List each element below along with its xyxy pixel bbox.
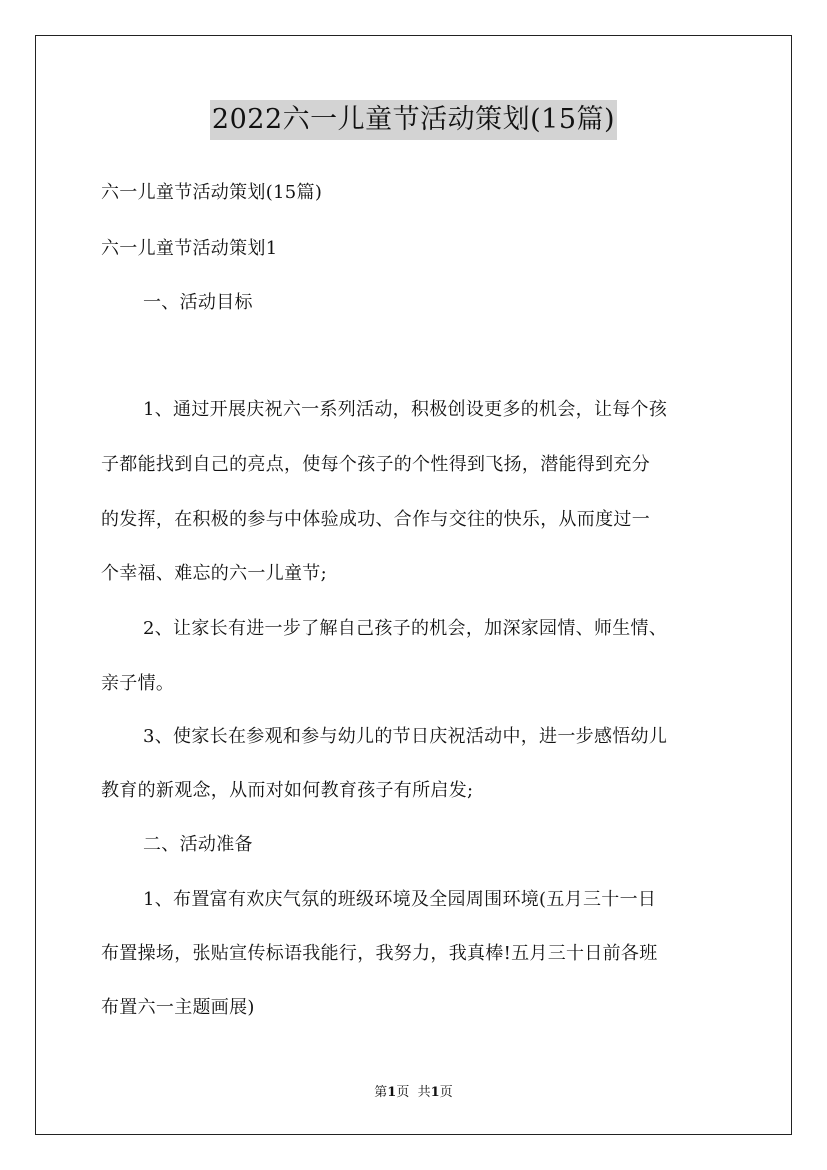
paragraph-line: 子都能找到自己的亮点，使每个孩子的个性得到飞扬，潜能得到充分 (101, 454, 650, 475)
page-footer (0, 1084, 827, 1102)
total-suffix: 页 (439, 1085, 453, 1100)
page-prefix: 第 (374, 1085, 388, 1100)
page-current: 1 (387, 1085, 397, 1100)
paragraph-line: 布置操场，张贴宣传标语我能行，我努力，我真棒!五月三十日前各班 (101, 943, 658, 964)
title-container (0, 100, 827, 140)
paragraph-line: 2、让家长有进一步了解自己孩子的机会，加深家园情、师生情、 (143, 618, 668, 639)
heading-goals: 一、活动目标 (143, 292, 253, 313)
heading-preparation: 二、活动准备 (143, 834, 253, 855)
paragraph-line: 1、布置富有欢庆气氛的班级环境及全园周围环境(五月三十一日 (143, 889, 657, 910)
paragraph-line: 3、使家长在参观和参与幼儿的节日庆祝活动中，进一步感悟幼儿 (143, 726, 668, 747)
document-title: 2022六一儿童节活动策划(15篇) (210, 100, 617, 140)
paragraph-line: 布置六一主题画展) (101, 997, 255, 1018)
paragraph-line: 1、通过开展庆祝六一系列活动，积极创设更多的机会，让每个孩 (143, 399, 668, 420)
page-total: 1 (430, 1085, 440, 1100)
paragraph-line: 亲子情。 (101, 673, 175, 694)
section-heading: 六一儿童节活动策划1 (101, 238, 278, 259)
paragraph-line: 的发挥，在积极的参与中体验成功、合作与交往的快乐，从而度过一 (101, 509, 650, 530)
subtitle-line: 六一儿童节活动策划(15篇) (101, 182, 323, 203)
page-suffix: 页 (396, 1085, 410, 1100)
paragraph-line: 教育的新观念，从而对如何教育孩子有所启发; (101, 780, 474, 801)
paragraph-line: 个幸福、难忘的六一儿童节; (101, 563, 327, 584)
total-prefix: 共 (417, 1085, 431, 1100)
